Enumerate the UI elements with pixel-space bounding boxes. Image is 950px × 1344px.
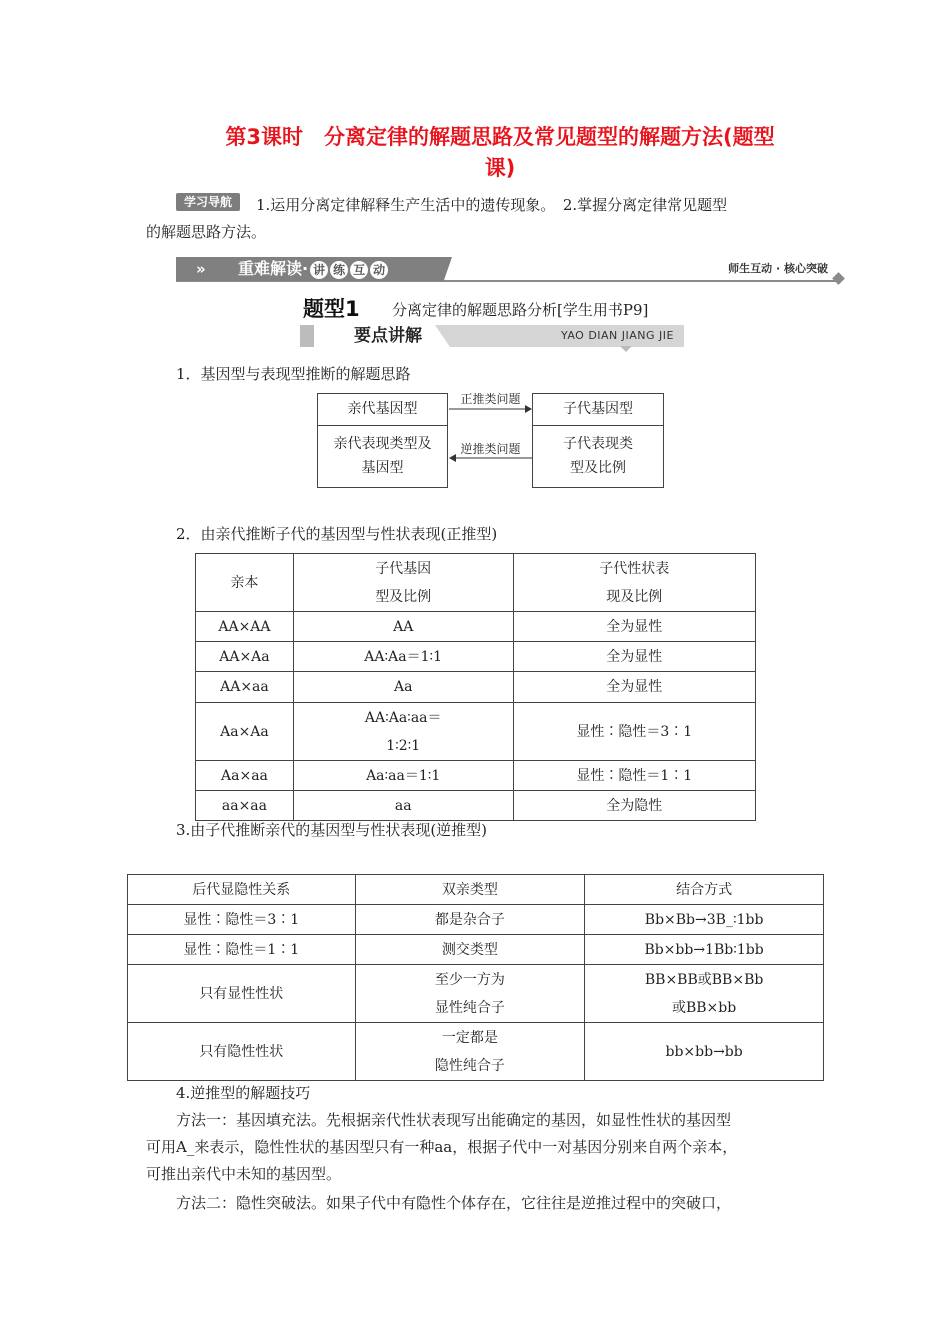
cell-genotype: aa xyxy=(293,791,513,821)
title-line-2: 课) xyxy=(484,156,516,180)
cell-cross: Bb×Bb→3B_∶1bb xyxy=(585,905,824,935)
table-row xyxy=(128,1023,824,1081)
offspring-genotype: 子代基因型 xyxy=(533,394,663,426)
offspring-phenotype-line1: 子代表现类 xyxy=(563,436,633,452)
right-arrow-icon xyxy=(525,405,532,413)
banner-title-left: 重难解读 xyxy=(238,259,303,278)
cell-parent-type: 一定都是 隐性纯合子 xyxy=(355,1023,585,1081)
header-dominance: 后代显隐性关系 xyxy=(128,875,356,905)
table-row xyxy=(196,612,756,642)
double-chevron-icon: » xyxy=(196,260,206,278)
learning-nav-text-1: 1.运用分离定律解释生产生活中的遗传现象。 2.掌握分离定律常见题型 xyxy=(256,196,728,214)
cell-parent-type: 测交类型 xyxy=(355,935,585,965)
cell-genotype: AA∶Aa∶aa＝ 1∶2∶1 xyxy=(293,703,513,761)
cell-parents: aa×aa xyxy=(196,791,294,821)
cell-genotype: AA xyxy=(293,612,513,642)
table-row xyxy=(128,965,824,1023)
header-parent-type: 双亲类型 xyxy=(355,875,585,905)
banner-char-3: 互 xyxy=(350,261,368,279)
inference-arrows xyxy=(448,402,533,462)
cell-parents: Aa×aa xyxy=(196,761,294,791)
table-header-row xyxy=(128,875,824,905)
cell-parent-type: 至少一方为 显性纯合子 xyxy=(355,965,585,1023)
forward-table xyxy=(195,553,756,821)
method2-line1: 方法二：隐性突破法。如果子代中有隐性个体存在，它往往是逆推过程中的突破口， xyxy=(176,1194,732,1212)
cell-dominance: 只有显性性状 xyxy=(128,965,356,1023)
cell-phenotype: 全为显性 xyxy=(513,672,756,703)
offspring-box xyxy=(532,393,664,488)
banner-title xyxy=(238,258,388,280)
cell-parents: AA×Aa xyxy=(196,642,294,672)
banner-dot: · xyxy=(302,259,309,278)
offspring-phenotype-line2: 型及比例 xyxy=(570,460,626,476)
method1-line3: 可推出亲代中未知的基因型。 xyxy=(146,1165,342,1183)
banner-right-label: 师生互动 · 核心突破 xyxy=(728,262,828,275)
cell-parents: AA×aa xyxy=(196,672,294,703)
table-row xyxy=(196,761,756,791)
question-type-desc: 分离定律的解题思路分析[学生用书P9] xyxy=(392,301,649,319)
cell-cross: bb×bb→bb xyxy=(585,1023,824,1081)
banner-char-4: 动 xyxy=(370,261,388,279)
cell-dominance: 显性∶隐性＝1∶1 xyxy=(128,935,356,965)
cell-genotype: Aa∶aa＝1∶1 xyxy=(293,761,513,791)
cell-phenotype: 全为隐性 xyxy=(513,791,756,821)
forward-inference-label: 正推类问题 xyxy=(460,392,521,406)
reverse-inference-label: 逆推类问题 xyxy=(460,442,521,456)
method1-line1: 方法一：基因填充法。先根据亲代性状表现写出能确定的基因，如显性性状的基因型 xyxy=(176,1111,732,1129)
method1-line2: 可用A_来表示，隐性性状的基因型只有一种aa，根据子代中一对基因分别来自两个亲本， xyxy=(146,1138,738,1156)
header-parents: 亲本 xyxy=(196,554,294,612)
cell-dominance: 只有隐性性状 xyxy=(128,1023,356,1081)
banner-char-1: 讲 xyxy=(310,261,328,279)
parent-phenotype-line2: 基因型 xyxy=(361,460,404,476)
parent-box xyxy=(317,393,448,488)
left-arrow-icon xyxy=(449,454,456,462)
cell-cross: Bb×bb→1Bb∶1bb xyxy=(585,935,824,965)
cell-genotype: Aa xyxy=(293,672,513,703)
item2-heading: 2．由亲代推断子代的基因型与性状表现(正推型) xyxy=(176,525,498,543)
parent-genotype: 亲代基因型 xyxy=(318,394,447,426)
item1-heading: 1．基因型与表现型推断的解题思路 xyxy=(176,365,411,383)
header-offspring-genotype: 子代基因 型及比例 xyxy=(293,554,513,612)
header-offspring-phenotype: 子代性状表 现及比例 xyxy=(513,554,756,612)
cell-parents: Aa×Aa xyxy=(196,703,294,761)
table-row xyxy=(128,935,824,965)
table-row xyxy=(196,642,756,672)
key-points-title: 要点讲解 xyxy=(354,326,422,346)
learning-nav-text-2: 的解题思路方法。 xyxy=(146,223,267,241)
key-points-pinyin: YAO DIAN JIANG JIE xyxy=(560,329,674,342)
cell-phenotype: 全为显性 xyxy=(513,642,756,672)
table-row xyxy=(128,905,824,935)
cell-genotype: AA∶Aa＝1∶1 xyxy=(293,642,513,672)
table-row xyxy=(196,672,756,703)
question-type-label: 题型1 xyxy=(303,297,360,321)
cell-phenotype: 显性∶隐性＝1∶1 xyxy=(513,761,756,791)
item4-heading: 4.逆推型的解题技巧 xyxy=(176,1084,311,1102)
item3-heading: 3.由子代推断亲代的基因型与性状表现(逆推型) xyxy=(176,821,488,839)
reverse-table xyxy=(127,874,824,1081)
key-points-tag-edge xyxy=(300,325,314,347)
cell-dominance: 显性∶隐性＝3∶1 xyxy=(128,905,356,935)
cell-parent-type: 都是杂合子 xyxy=(355,905,585,935)
table-header-row xyxy=(196,554,756,612)
header-cross: 结合方式 xyxy=(585,875,824,905)
banner-diamond-icon xyxy=(832,272,845,285)
parent-phenotype-line1: 亲代表现类型及 xyxy=(333,436,432,452)
cell-phenotype: 显性∶隐性＝3∶1 xyxy=(513,703,756,761)
banner-char-2: 练 xyxy=(330,261,348,279)
cell-phenotype: 全为显性 xyxy=(513,612,756,642)
title-line-1: 第3课时 分离定律的解题思路及常见题型的解题方法(题型 xyxy=(225,125,775,149)
table-row xyxy=(196,703,756,761)
page-title xyxy=(160,122,840,184)
key-points-arrow-icon xyxy=(620,346,632,352)
learning-nav-badge: 学习导航 xyxy=(176,193,240,211)
cell-cross: BB×BB或BB×Bb 或BB×bb xyxy=(585,965,824,1023)
cell-parents: AA×AA xyxy=(196,612,294,642)
